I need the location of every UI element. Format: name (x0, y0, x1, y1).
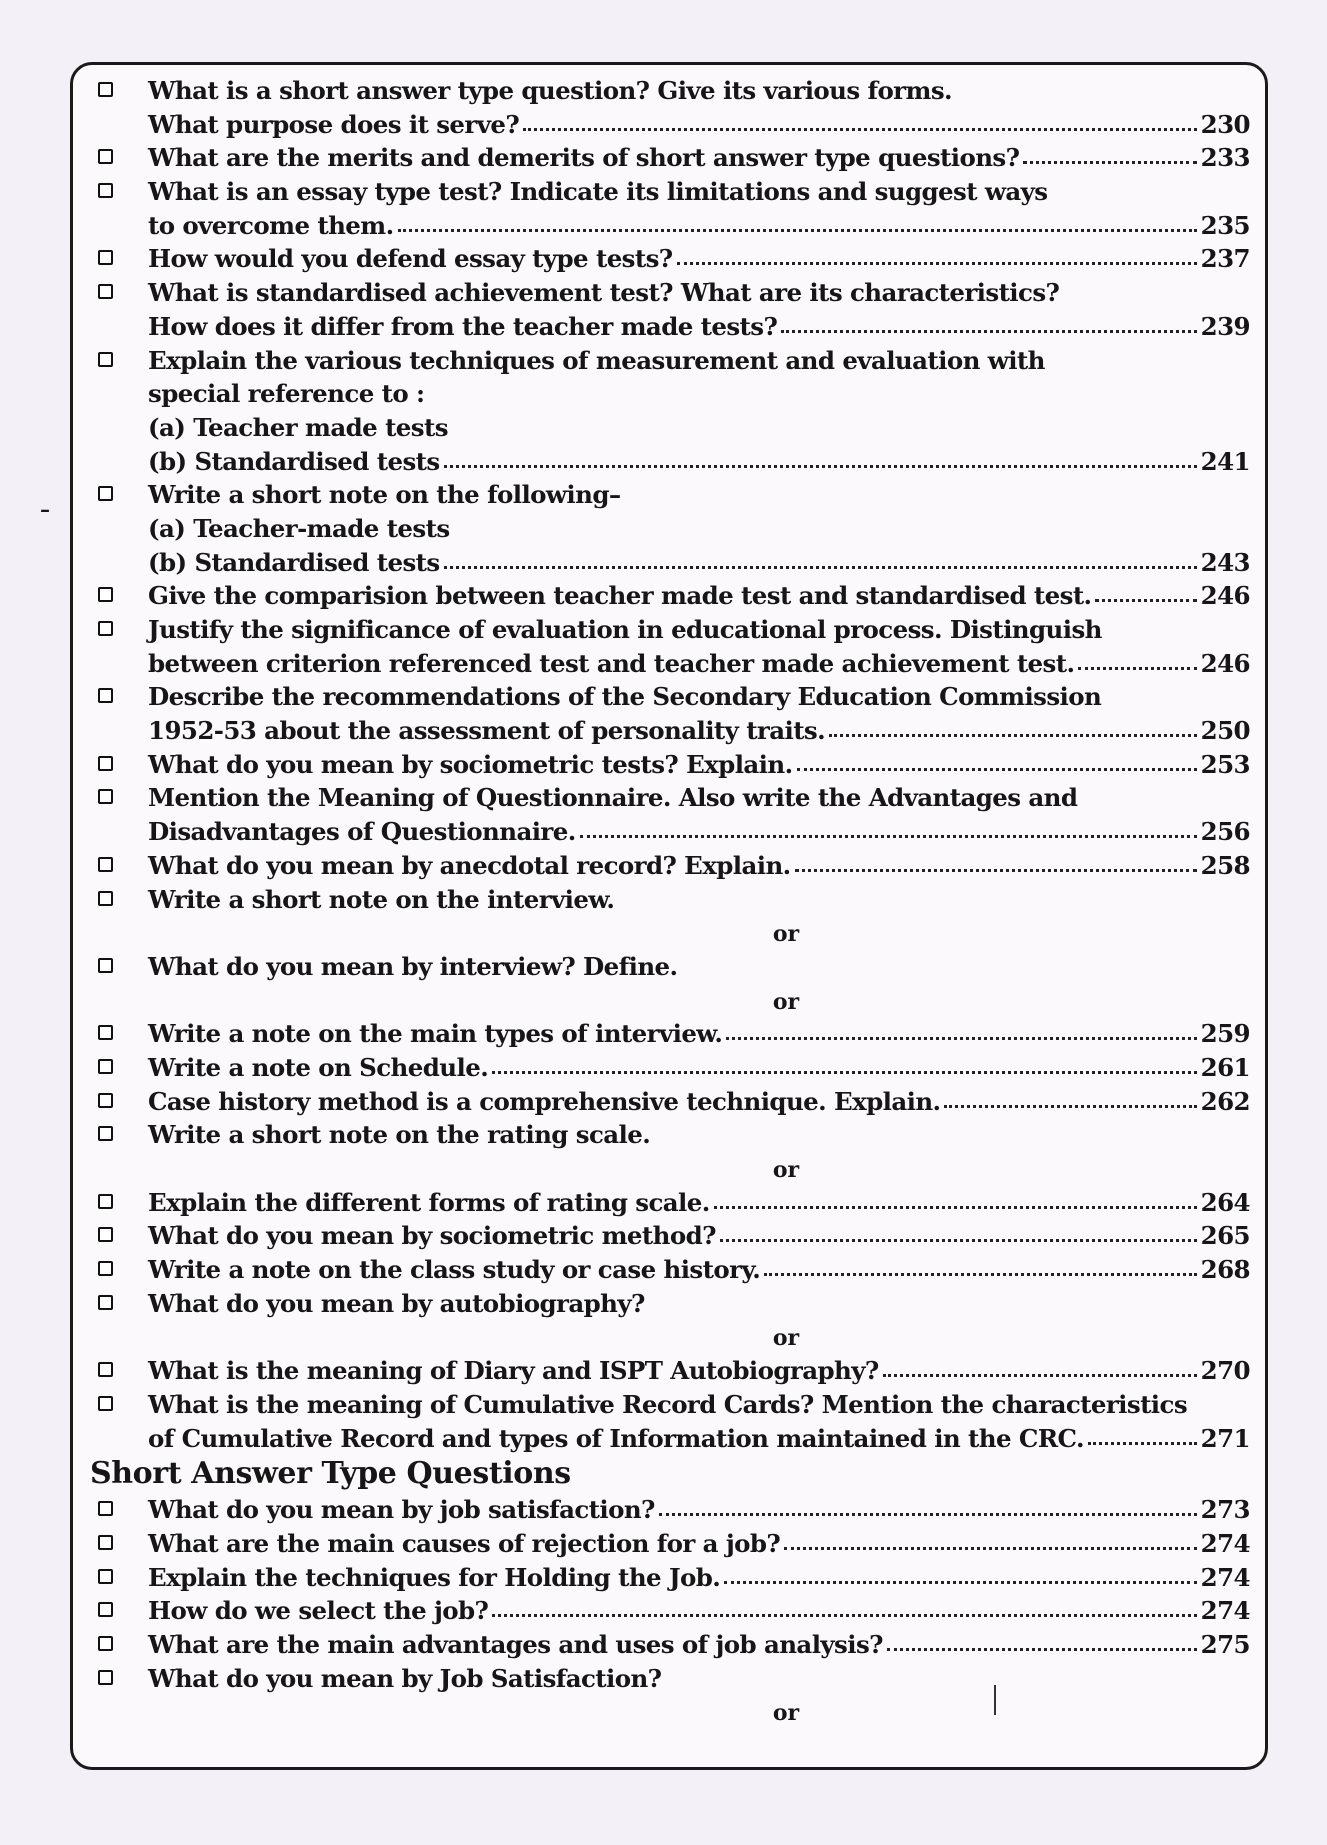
dot-leader (523, 122, 1197, 131)
toc-text (148, 1388, 1250, 1422)
page-number: 273 (1200, 1495, 1250, 1525)
toc-entry[interactable] (92, 748, 1250, 782)
or-separator: or (772, 1325, 800, 1352)
toc-entry[interactable] (92, 1628, 1250, 1662)
dot-leader (784, 1541, 1197, 1550)
entry-text: What is the meaning of Diary and ISPT Autobiography? (148, 1356, 879, 1386)
toc-line (92, 344, 1250, 378)
margin-mark: – (40, 497, 50, 521)
page-number: 230 (1200, 109, 1250, 139)
toc-text (148, 1219, 1250, 1253)
toc-line (92, 478, 1250, 512)
dot-leader (398, 223, 1197, 232)
dot-leader (1023, 155, 1196, 164)
toc-entry[interactable] (92, 1388, 1250, 1455)
toc-entry[interactable] (92, 242, 1250, 276)
checkbox-icon (98, 1569, 113, 1584)
toc-text (148, 242, 1250, 276)
toc-text (148, 512, 1250, 546)
toc-text (148, 546, 1250, 580)
toc-line (92, 512, 1250, 546)
toc-text (148, 411, 1250, 445)
checkbox-icon (98, 891, 113, 906)
toc-line (92, 1354, 1250, 1388)
toc-line (92, 781, 1250, 815)
entry-text: How do we select the job? (148, 1596, 489, 1626)
checkbox-icon (98, 149, 113, 164)
toc-line (92, 1662, 1250, 1696)
toc-text (148, 1662, 1250, 1696)
entry-text: What do you mean by interview? Define. (148, 951, 678, 981)
entry-text: Write a short note on the interview. (148, 884, 615, 914)
toc-line (92, 950, 1250, 984)
toc-entry[interactable] (92, 1118, 1250, 1152)
checkbox-icon (98, 1501, 113, 1516)
toc-line (92, 815, 1250, 849)
toc-entry[interactable] (92, 1527, 1250, 1561)
toc-line (92, 1527, 1250, 1561)
entry-text: What are the main advantages and uses of job analysis? (148, 1629, 883, 1659)
toc-line (92, 1219, 1250, 1253)
checkbox-icon (98, 1093, 113, 1108)
page-number: 271 (1200, 1423, 1250, 1453)
or-separator: or (772, 1157, 800, 1183)
toc-text (148, 815, 1250, 849)
toc-text (148, 1527, 1250, 1561)
toc-text (148, 74, 1250, 108)
toc-line (92, 579, 1250, 613)
entry-text: Explain the various techniques of measurement and evaluation with (148, 345, 1045, 375)
entry-text: What is the meaning of Cumulative Record Cards? Mention the characteristics (148, 1389, 1188, 1419)
entry-text: Case history method is a comprehensive technique. Explain. (148, 1086, 941, 1116)
entry-text: What do you mean by job satisfaction? (148, 1495, 655, 1525)
checkbox-icon (98, 82, 113, 97)
toc-entry[interactable] (92, 1594, 1250, 1628)
toc-entry[interactable] (92, 781, 1250, 848)
entry-text: Explain the techniques for Holding the Job. (148, 1562, 721, 1592)
dot-leader (720, 1233, 1197, 1242)
dot-leader (883, 1368, 1197, 1377)
toc-text (148, 1186, 1250, 1220)
entry-text: What are the merits and demerits of short answer type questions? (148, 143, 1020, 173)
toc-entry[interactable] (92, 849, 1250, 883)
page-number: 235 (1200, 210, 1250, 240)
entry-text: special reference to : (148, 379, 425, 409)
dot-leader (781, 324, 1196, 333)
toc-line (92, 377, 1250, 411)
page-number: 268 (1200, 1255, 1250, 1285)
checkbox-icon (98, 789, 113, 804)
entry-text: 1952-53 about the assessment of personality traits. (148, 716, 826, 746)
dot-leader (887, 1642, 1197, 1651)
toc-entry[interactable] (92, 74, 1250, 141)
toc-text (148, 613, 1250, 647)
checkbox-icon (98, 1636, 113, 1651)
toc-text (148, 141, 1250, 175)
toc-text (148, 849, 1250, 883)
entry-text: (b) Standardised tests (148, 446, 440, 476)
toc-entry[interactable] (92, 344, 1250, 479)
toc-line (92, 1493, 1250, 1527)
table-of-contents (92, 74, 1250, 1729)
toc-text (148, 175, 1250, 209)
toc-text (148, 377, 1250, 411)
page-number: 258 (1200, 850, 1250, 880)
page-number: 241 (1200, 446, 1250, 476)
entry-text: Justify the significance of evaluation in educational process. Distinguish (148, 615, 1102, 644)
toc-text (148, 1354, 1250, 1388)
entry-text: What is an essay type test? Indicate its limitations and suggest ways (148, 177, 1048, 207)
entry-text: What is standardised achievement test? What are its characteristics? (148, 278, 1060, 308)
toc-line (92, 1051, 1250, 1085)
toc-text (148, 950, 1250, 984)
checkbox-icon (98, 1227, 113, 1242)
toc-line (92, 647, 1250, 681)
dot-leader (829, 728, 1197, 737)
toc-entry[interactable] (92, 950, 1250, 984)
page-number: 250 (1200, 716, 1250, 746)
entry-text: What do you mean by autobiography? (148, 1288, 645, 1318)
toc-text (148, 478, 1250, 512)
toc-text (148, 209, 1250, 243)
dot-leader (444, 459, 1197, 468)
toc-line (92, 1017, 1250, 1051)
checkbox-icon (98, 1362, 113, 1377)
page-number: 262 (1200, 1086, 1250, 1116)
dot-leader (659, 1507, 1197, 1516)
checkbox-icon (98, 1025, 113, 1040)
toc-entry[interactable] (92, 1561, 1250, 1595)
entry-text: What are the main causes of rejection for a job? (148, 1528, 781, 1558)
page-number: 265 (1200, 1221, 1250, 1251)
page-number: 237 (1200, 244, 1250, 274)
toc-entry[interactable] (92, 1186, 1250, 1220)
dot-leader (726, 1031, 1196, 1040)
entry-text: Write a short note on the rating scale. (148, 1120, 651, 1150)
dot-leader (797, 762, 1197, 771)
entry-text: What purpose does it serve? (148, 109, 520, 139)
checkbox-icon (98, 1194, 113, 1209)
toc-line (92, 714, 1250, 748)
toc-text (148, 1493, 1250, 1527)
entry-text: (a) Teacher made tests (148, 412, 448, 442)
toc-line (92, 1287, 1250, 1321)
entry-text: Give the comparision between teacher made test and standardised test. (148, 581, 1092, 611)
checkbox-icon (98, 756, 113, 771)
toc-text (148, 445, 1250, 479)
page-number: 259 (1200, 1019, 1250, 1049)
toc-text (148, 579, 1250, 613)
checkbox-icon (98, 250, 113, 265)
checkbox-icon (98, 1059, 113, 1074)
toc-text (148, 310, 1250, 344)
toc-text (148, 748, 1250, 782)
toc-text (148, 781, 1250, 815)
toc-entry[interactable] (92, 175, 1250, 242)
dot-leader (1078, 661, 1196, 670)
toc-line (92, 748, 1250, 782)
dot-leader (944, 1099, 1196, 1108)
dot-leader (764, 1267, 1197, 1276)
toc-line (92, 1594, 1250, 1628)
or-separator: or (772, 921, 800, 948)
toc-text (148, 1051, 1250, 1085)
entry-text: to overcome them. (148, 210, 394, 240)
dot-leader (1095, 593, 1196, 602)
dot-leader (492, 1065, 1197, 1074)
checkbox-icon (98, 1535, 113, 1550)
toc-line (92, 209, 1250, 243)
checkbox-icon (98, 486, 113, 501)
page-number: 274 (1200, 1596, 1250, 1626)
toc-entry[interactable] (92, 1017, 1250, 1051)
toc-entry[interactable] (92, 1662, 1250, 1696)
toc-entry[interactable] (92, 478, 1250, 579)
toc-line (92, 445, 1250, 479)
toc-text (148, 680, 1250, 714)
checkbox-icon (98, 1602, 113, 1617)
toc-line (92, 680, 1250, 714)
checkbox-icon (98, 688, 113, 703)
toc-entry[interactable] (92, 680, 1250, 747)
toc-text (148, 714, 1250, 748)
checkbox-icon (98, 1261, 113, 1276)
entry-text: What do you mean by anecdotal record? Explain. (148, 850, 791, 880)
toc-entry[interactable] (92, 276, 1250, 343)
entry-text: (b) Standardised tests (148, 547, 440, 577)
entry-text: Describe the recommendations of the Secondary Education Commission (148, 682, 1102, 712)
entry-text: of Cumulative Record and types of Information maintained in the CRC. (148, 1423, 1084, 1453)
section-heading: Short Answer Type Questions (90, 1456, 571, 1492)
toc-line (92, 141, 1250, 175)
dot-leader (795, 863, 1197, 872)
toc-line (92, 242, 1250, 276)
entry-text: (a) Teacher-made tests (148, 513, 450, 543)
checkbox-icon (98, 621, 113, 636)
toc-line (92, 1085, 1250, 1119)
dot-leader (580, 829, 1197, 838)
entry-text: Write a note on the class study or case history. (148, 1255, 761, 1285)
page-number: 261 (1200, 1052, 1250, 1082)
page-number: 239 (1200, 311, 1250, 341)
entry-text: Write a short note on the following– (148, 480, 621, 510)
toc-text (148, 647, 1250, 681)
toc-entry[interactable] (92, 579, 1250, 613)
toc-entry[interactable] (92, 1051, 1250, 1085)
page-number: 246 (1200, 648, 1250, 678)
entry-text: between criterion referenced test and teacher made achievement test. (148, 648, 1075, 678)
page-number: 246 (1200, 581, 1250, 611)
page-number: 253 (1200, 749, 1250, 779)
toc-entry[interactable] (92, 613, 1250, 680)
toc-line (92, 108, 1250, 142)
toc-line (92, 1628, 1250, 1662)
toc-line (92, 1561, 1250, 1595)
toc-line (92, 883, 1250, 917)
dot-leader (444, 560, 1197, 569)
page-number: 274 (1200, 1528, 1250, 1558)
dot-leader (714, 1200, 1197, 1209)
toc-entry[interactable] (92, 1085, 1250, 1119)
entry-text: What do you mean by sociometric method? (148, 1221, 716, 1251)
toc-entry[interactable] (92, 1253, 1250, 1287)
toc-entry[interactable] (92, 141, 1250, 175)
toc-line (92, 1253, 1250, 1287)
toc-text (148, 883, 1250, 917)
entry-text: Write a note on Schedule. (148, 1052, 489, 1082)
checkbox-icon (98, 1670, 113, 1685)
toc-entry[interactable] (92, 1219, 1250, 1253)
toc-line (92, 175, 1250, 209)
toc-text (148, 1422, 1250, 1456)
page-number: 243 (1200, 547, 1250, 577)
checkbox-icon (98, 587, 113, 602)
page-number: 256 (1200, 817, 1250, 847)
or-separator: or (772, 988, 800, 1015)
toc-line (92, 310, 1250, 344)
dot-leader (724, 1575, 1196, 1584)
checkbox-icon (98, 352, 113, 367)
entry-text: Disadvantages of Questionnaire. (148, 817, 576, 847)
entry-text: Write a note on the main types of interview. (148, 1019, 723, 1049)
entry-text: What is a short answer type question? Give its various forms. (148, 76, 952, 105)
entry-text: How does it differ from the teacher made tests? (148, 311, 778, 341)
toc-line (92, 546, 1250, 580)
toc-text (148, 1085, 1250, 1119)
entry-text: How would you defend essay type tests? (148, 244, 673, 274)
checkbox-icon (98, 1396, 113, 1411)
toc-line (92, 74, 1250, 108)
toc-entry[interactable] (92, 1354, 1250, 1388)
toc-text (148, 1628, 1250, 1662)
toc-line (92, 1388, 1250, 1422)
checkbox-icon (98, 183, 113, 198)
toc-line (92, 1422, 1250, 1456)
entry-text: Mention the Meaning of Questionnaire. Also write the Advantages and (148, 783, 1078, 813)
page-number: 270 (1200, 1356, 1250, 1386)
toc-text (148, 276, 1250, 310)
toc-text (148, 1017, 1250, 1051)
checkbox-icon (98, 958, 113, 973)
page-number: 264 (1200, 1187, 1250, 1217)
toc-line (92, 276, 1250, 310)
toc-text (148, 344, 1250, 378)
entry-text: Explain the different forms of rating scale. (148, 1187, 710, 1217)
toc-text (148, 1118, 1250, 1152)
checkbox-icon (98, 1295, 113, 1310)
toc-entry[interactable] (92, 1493, 1250, 1527)
toc-entry[interactable] (92, 1287, 1250, 1321)
toc-line (92, 1118, 1250, 1152)
toc-text (148, 1287, 1250, 1321)
or-separator: or (772, 1700, 800, 1727)
dot-leader (492, 1608, 1196, 1617)
toc-line (92, 849, 1250, 883)
dot-leader (677, 256, 1197, 265)
page-number: 274 (1200, 1562, 1250, 1592)
page-number: 275 (1200, 1629, 1250, 1659)
toc-line (92, 1186, 1250, 1220)
checkbox-icon (98, 284, 113, 299)
toc-line (92, 411, 1250, 445)
toc-entry[interactable] (92, 883, 1250, 917)
dot-leader (1088, 1436, 1197, 1445)
entry-text: What do you mean by Job Satisfaction? (148, 1663, 662, 1693)
toc-text (148, 1561, 1250, 1595)
page-number: 233 (1200, 143, 1250, 173)
checkbox-icon (98, 857, 113, 872)
toc-text (148, 1594, 1250, 1628)
toc-line (92, 613, 1250, 647)
toc-text (148, 1253, 1250, 1287)
entry-text: What do you mean by sociometric tests? Explain. (148, 749, 793, 779)
checkbox-icon (98, 1126, 113, 1141)
toc-text (148, 108, 1250, 142)
